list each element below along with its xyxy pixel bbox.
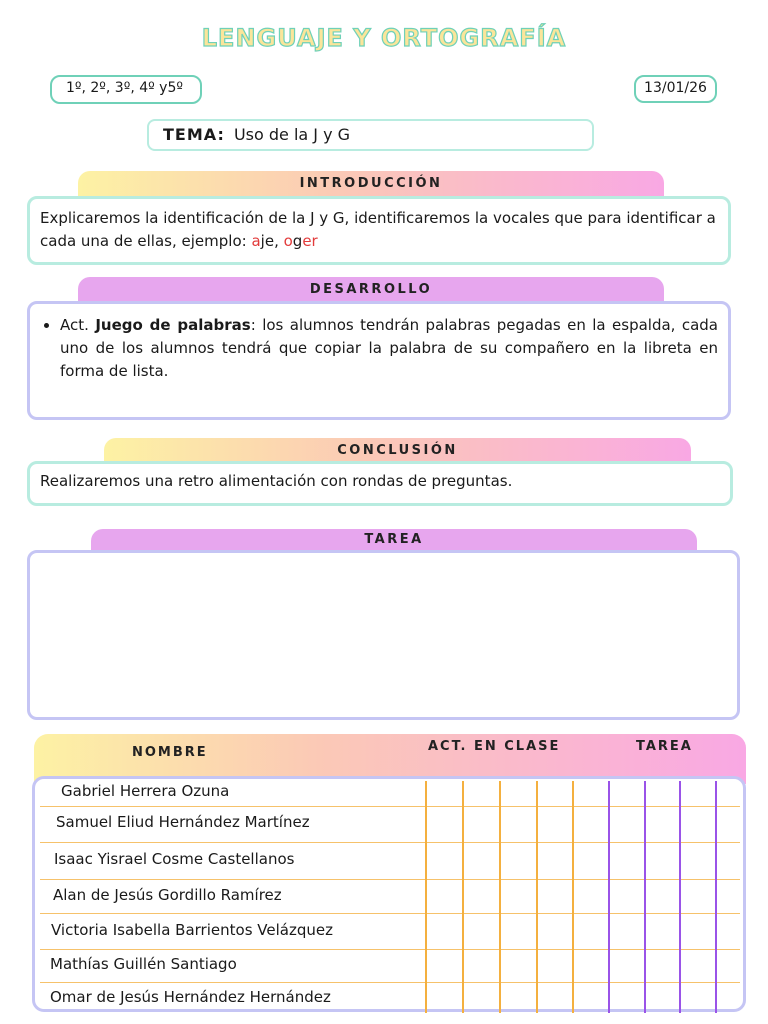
tarea-column-line xyxy=(715,781,717,1013)
row-divider xyxy=(40,806,740,807)
example-1-rest: je xyxy=(260,232,275,250)
introduccion-header: INTRODUCCIÓN xyxy=(78,171,664,196)
desarrollo-prefix: Act. xyxy=(60,316,96,334)
tema-box xyxy=(147,119,594,151)
col-tarea: TAREA xyxy=(636,739,693,754)
tarea-column-line xyxy=(679,781,681,1013)
student-name: Omar de Jesús Hernández Hernández xyxy=(50,988,331,1006)
desarrollo-activity-name: Juego de palabras xyxy=(95,316,251,334)
row-divider xyxy=(40,982,740,983)
row-divider xyxy=(40,842,740,843)
student-name: Isaac Yisrael Cosme Castellanos xyxy=(54,850,295,868)
act-column-line xyxy=(536,781,538,1013)
desarrollo-header: DESARROLLO xyxy=(78,277,664,302)
introduccion-box xyxy=(27,196,731,265)
example-2-rest: er xyxy=(302,232,318,250)
tarea-column-line xyxy=(608,781,610,1013)
tema-value: Uso de la J y G xyxy=(233,125,351,144)
student-name: Samuel Eliud Hernández Martínez xyxy=(56,813,310,831)
example-1-vowel: a xyxy=(251,232,261,250)
desarrollo-box xyxy=(27,301,731,420)
row-divider xyxy=(40,879,740,880)
conclusion-box xyxy=(27,461,733,506)
example-2-vowel: o xyxy=(283,232,293,250)
act-column-line xyxy=(462,781,464,1013)
tema-label: TEMA: xyxy=(163,125,225,144)
tarea-header: TAREA xyxy=(91,529,697,551)
act-column-line xyxy=(572,781,574,1013)
date-label: 13/01/26 xyxy=(634,75,717,103)
conclusion-header: CONCLUSIÓN xyxy=(104,438,691,463)
tarea-column-line xyxy=(644,781,646,1013)
example-separator: , xyxy=(274,232,284,250)
page-title: LENGUAJE Y ORTOGRAFÍA xyxy=(201,24,567,52)
act-column-line xyxy=(425,781,427,1013)
conclusion-text: Realizaremos una retro alimentación con rondas de preguntas. xyxy=(40,472,513,490)
student-name: Victoria Isabella Barrientos Velázquez xyxy=(51,921,333,939)
row-divider xyxy=(40,949,740,950)
tarea-box[interactable] xyxy=(27,550,740,720)
col-act-en-clase: ACT. EN CLASE xyxy=(428,739,561,754)
student-name: Alan de Jesús Gordillo Ramírez xyxy=(53,886,282,904)
grades-label: 1º, 2º, 3º, 4º y5º xyxy=(50,75,202,104)
introduccion-text: Explicaremos la identificación de la J y G, identificaremos la vocales que para identificar a cada una de ellas, ejemplo: xyxy=(40,209,716,250)
desarrollo-list xyxy=(40,314,718,383)
col-nombre: NOMBRE xyxy=(132,745,208,760)
student-name: Mathías Guillén Santiago xyxy=(50,955,237,973)
row-divider xyxy=(40,913,740,914)
desarrollo-item xyxy=(60,314,718,383)
act-column-line xyxy=(499,781,501,1013)
student-name: Gabriel Herrera Ozuna xyxy=(61,782,230,800)
desarrollo-text: : los alumnos tendrán palabras pegadas en la espalda, cada uno de los alumnos tendrá que copiar la palabra de su compañero en la libreta en forma de lista. xyxy=(60,316,718,380)
example-2-mid: g xyxy=(292,232,303,250)
